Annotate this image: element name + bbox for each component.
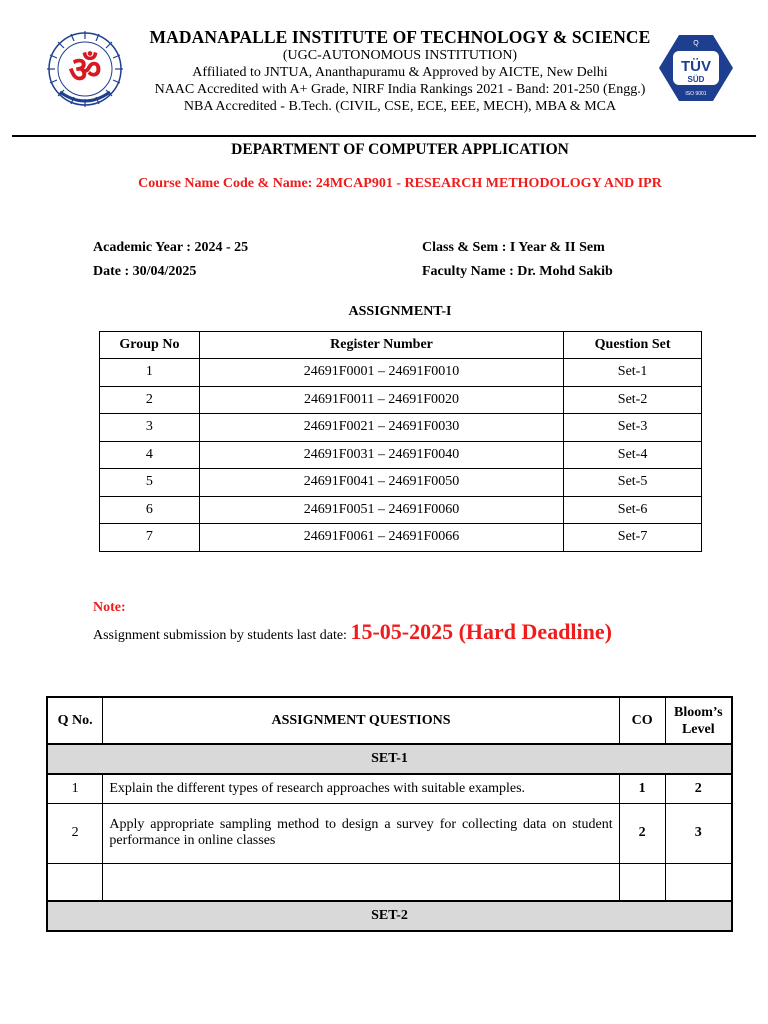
- register-range: 24691F0051 – 24691F0060: [199, 496, 563, 524]
- faculty-name: Faculty Name : Dr. Mohd Sakib: [422, 264, 613, 279]
- register-range: 24691F0001 – 24691F0010: [199, 359, 563, 387]
- question-set: Set-3: [564, 414, 702, 442]
- register-range: 24691F0021 – 24691F0030: [199, 414, 563, 442]
- nba-line: NBA Accredited - B.Tech. (CIVIL, CSE, ECE, EEE, MECH), MBA & MCA: [183, 99, 617, 114]
- svg-text:ॐ: ॐ: [68, 49, 102, 91]
- question-number: 1: [47, 774, 103, 803]
- register-range: 24691F0031 – 24691F0040: [199, 441, 563, 469]
- group-no: 2: [100, 386, 200, 414]
- set-heading-row: [47, 901, 732, 931]
- group-no: 7: [100, 524, 200, 552]
- group-no: 6: [100, 496, 200, 524]
- empty-cell: [103, 863, 619, 901]
- deadline-date: 15-05-2025 (Hard Deadline): [350, 619, 612, 644]
- document-header: [0, 0, 768, 130]
- group-no: 3: [100, 414, 200, 442]
- question-set: Set-7: [564, 524, 702, 552]
- table-row: [100, 496, 702, 524]
- submission-note: [93, 619, 612, 645]
- register-range: 24691F0061 – 24691F0066: [199, 524, 563, 552]
- question-set: Set-4: [564, 441, 702, 469]
- table-header-row: [47, 697, 732, 744]
- blooms-level-value: 3: [665, 803, 732, 863]
- svg-text:Q: Q: [693, 40, 699, 47]
- svg-text:SÜD: SÜD: [687, 75, 705, 84]
- question-set-header: Question Set: [564, 332, 702, 359]
- questions-header: ASSIGNMENT QUESTIONS: [103, 697, 619, 744]
- assignment-questions-table: [46, 696, 733, 932]
- institute-logo-icon: [46, 30, 124, 108]
- qno-header: Q No.: [47, 697, 103, 744]
- tuv-sud-logo-icon: [657, 33, 735, 103]
- question-set: Set-6: [564, 496, 702, 524]
- group-allocation-table: [99, 331, 702, 552]
- group-no: 4: [100, 441, 200, 469]
- blooms-level-header: Bloom’s Level: [665, 697, 732, 744]
- assignment-title: ASSIGNMENT-I: [348, 304, 452, 319]
- table-row: [100, 414, 702, 442]
- set2-label: SET-2: [47, 901, 732, 931]
- register-number-header: Register Number: [199, 332, 563, 359]
- note-label: Note:: [93, 600, 126, 615]
- table-row: [47, 774, 732, 803]
- table-header-row: [100, 332, 702, 359]
- table-row: [47, 803, 732, 863]
- institute-name: MADANAPALLE INSTITUTE OF TECHNOLOGY & SCIENCE: [149, 27, 651, 47]
- register-range: 24691F0041 – 24691F0050: [199, 469, 563, 497]
- group-no-header: Group No: [100, 332, 200, 359]
- academic-year: Academic Year : 2024 - 25: [93, 240, 249, 255]
- register-range: 24691F0011 – 24691F0020: [199, 386, 563, 414]
- header-divider: [12, 135, 756, 137]
- empty-cell: [47, 863, 103, 901]
- autonomous-line: (UGC-AUTONOMOUS INSTITUTION): [282, 48, 518, 63]
- empty-cell: [665, 863, 732, 901]
- question-text: Apply appropriate sampling method to design a survey for collecting data on student performance in online classes: [103, 803, 619, 863]
- svg-text:ISO 9001: ISO 9001: [685, 91, 707, 97]
- group-no: 5: [100, 469, 200, 497]
- department-title: DEPARTMENT OF COMPUTER APPLICATION: [231, 141, 569, 158]
- question-number: 2: [47, 803, 103, 863]
- set1-label: SET-1: [47, 744, 732, 774]
- table-row: [100, 441, 702, 469]
- naac-line: NAAC Accredited with A+ Grade, NIRF India Rankings 2021 - Band: 201-250 (Engg.): [154, 82, 646, 97]
- table-row: [100, 524, 702, 552]
- empty-row: [47, 863, 732, 901]
- blooms-level-value: 2: [665, 774, 732, 803]
- question-set: Set-5: [564, 469, 702, 497]
- table-row: [100, 469, 702, 497]
- course-title: Course Name Code & Name: 24MCAP901 - RESEARCH METHODOLOGY AND IPR: [138, 176, 662, 191]
- question-set: Set-2: [564, 386, 702, 414]
- set-heading-row: [47, 744, 732, 774]
- class-sem: Class & Sem : I Year & II Sem: [422, 240, 605, 255]
- question-set: Set-1: [564, 359, 702, 387]
- affiliation-line: Affiliated to JNTUA, Ananthapuramu & Approved by AICTE, New Delhi: [192, 65, 608, 80]
- submission-note-text: Assignment submission by students last date:: [93, 628, 351, 643]
- co-value: 2: [619, 803, 665, 863]
- question-text: Explain the different types of research approaches with suitable examples.: [103, 774, 619, 803]
- group-no: 1: [100, 359, 200, 387]
- empty-cell: [619, 863, 665, 901]
- table-row: [100, 359, 702, 387]
- table-row: [100, 386, 702, 414]
- assignment-date: Date : 30/04/2025: [93, 264, 197, 279]
- svg-text:TÜV: TÜV: [681, 58, 711, 75]
- co-header: CO: [619, 697, 665, 744]
- co-value: 1: [619, 774, 665, 803]
